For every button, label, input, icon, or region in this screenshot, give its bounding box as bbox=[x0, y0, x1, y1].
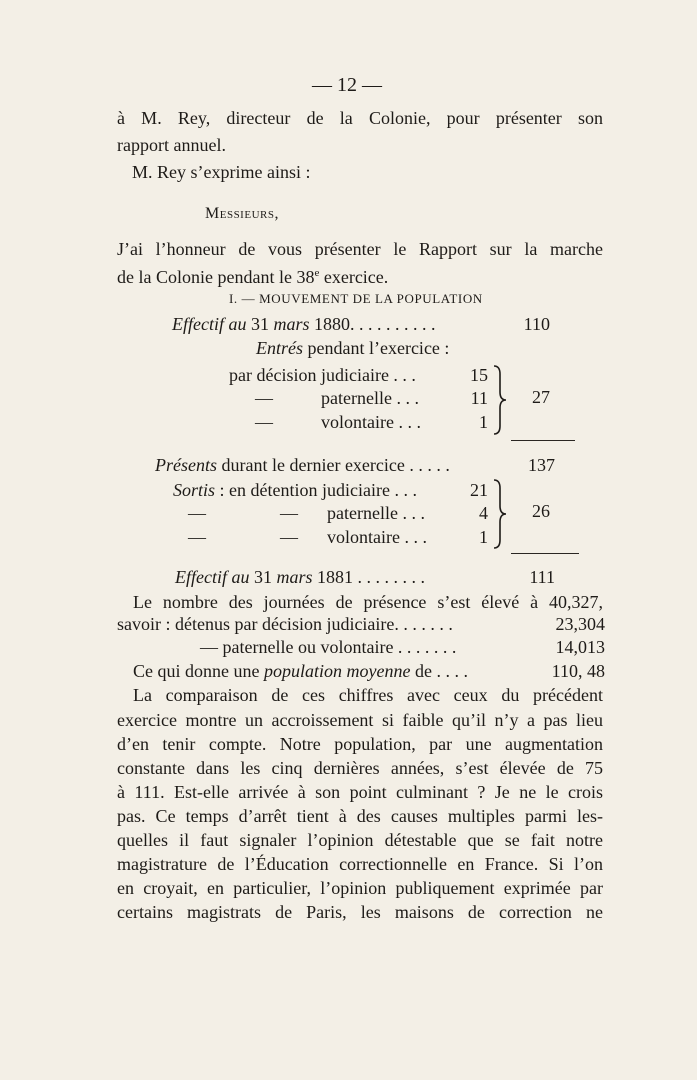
day-end-num: 31 bbox=[253, 567, 277, 587]
entres-row-1-label: par décision judiciaire . . . bbox=[229, 365, 416, 385]
sortis-row-2-value: 4 bbox=[479, 503, 488, 523]
sortis-row-3-dash1: — bbox=[188, 527, 206, 547]
au-end-word: au bbox=[226, 567, 254, 587]
sortis-row-3-dash2: — bbox=[280, 527, 298, 547]
journees-line-4-value: 110, 48 bbox=[551, 661, 605, 681]
effectif-end-word: Effectif bbox=[175, 567, 227, 587]
sortis-row-3-label: volontaire . . . bbox=[327, 527, 427, 547]
entres-row-2-label: — paternelle . . . bbox=[255, 388, 419, 408]
para2-line-2: exercice montre un accroissement si faible qu’il n’y a pas lieu bbox=[117, 710, 603, 730]
entres-row-3-value: 1 bbox=[479, 412, 488, 432]
sortis-row-2-dash2: — bbox=[280, 503, 298, 523]
sortis-brace bbox=[490, 478, 512, 550]
para2-line-5: à 111. Est-elle arrivée à son point culminant ? Je ne le crois bbox=[117, 782, 603, 802]
para1-line-2-text: de la Colonie pendant le 38 bbox=[117, 267, 315, 287]
page-number: — 12 — bbox=[312, 74, 382, 96]
entres-brace bbox=[490, 364, 512, 436]
para2-line-9: en croyait, en particulier, l’opinion publiquement exprimée par bbox=[117, 878, 603, 898]
intro-line-3: M. Rey s’exprime ainsi : bbox=[132, 162, 311, 182]
para2-line-8: magistrature de l’Éducation correctionnelle en France. Si l’on bbox=[117, 854, 603, 874]
mars-word: mars bbox=[273, 314, 310, 334]
sortis-row-2-label: paternelle . . . bbox=[327, 503, 425, 523]
moyenne-pre: Ce qui donne une bbox=[133, 661, 264, 681]
moyenne-post: de . . . . bbox=[410, 661, 468, 681]
para2-line-10: certains magistrats de Paris, les maisons de correction ne bbox=[117, 902, 603, 922]
presents-value: 137 bbox=[528, 455, 555, 475]
presents-rest: durant le dernier exercice . . . . . bbox=[217, 455, 450, 475]
effectif-start-label bbox=[172, 313, 436, 335]
para1-line-2-end: exercice. bbox=[319, 267, 389, 287]
sortis-row-3-value: 1 bbox=[479, 527, 488, 547]
moyenne-term: population moyenne bbox=[263, 661, 411, 681]
presents-word: Présents bbox=[155, 455, 217, 475]
para2-line-1: La comparaison de ces chiffres avec ceux du précédent bbox=[133, 685, 603, 705]
sortis-label bbox=[173, 479, 417, 501]
superscript-e: e bbox=[314, 267, 320, 279]
para1-line-2 bbox=[117, 262, 388, 288]
entres-row-2-value: 11 bbox=[470, 388, 488, 408]
entres-row-3-label: — volontaire . . . bbox=[255, 412, 421, 432]
sortis-row-1-value: 21 bbox=[470, 480, 488, 500]
journees-line-2-value: 23,304 bbox=[555, 614, 605, 634]
sortis-total: 26 bbox=[532, 501, 550, 521]
journees-line-2-label: savoir : détenus par décision judiciaire. . . . . . . bbox=[117, 614, 453, 634]
para2-line-6: pas. Ce temps d’arrêt tient à des causes multiples parmi les- bbox=[117, 806, 603, 826]
effectif-start-value: 110 bbox=[523, 314, 550, 334]
entres-row-1-value: 15 bbox=[470, 365, 488, 385]
sortis-rule bbox=[511, 553, 579, 554]
salutation: Messieurs, bbox=[205, 205, 279, 222]
intro-line-2: rapport annuel. bbox=[117, 135, 226, 155]
effectif-end-label bbox=[175, 566, 425, 588]
para1-line-1: J’ai l’honneur de vous présenter le Rapport sur la marche bbox=[117, 239, 603, 259]
year-end-leader: 1881 . . . . . . . . bbox=[312, 567, 425, 587]
sortis-rest: : en détention judiciaire . . . bbox=[215, 480, 417, 500]
day-num: 31 bbox=[250, 314, 274, 334]
para2-line-4: constante dans les cinq dernières années, s’est élevée de 75 bbox=[117, 758, 603, 778]
effectif-word: Effectif bbox=[172, 314, 224, 334]
journees-line-3-value: 14,013 bbox=[555, 637, 605, 657]
journees-line-1: Le nombre des journées de présence s’est élevé à 40,327, bbox=[133, 592, 603, 612]
entres-word: Entrés bbox=[256, 338, 303, 358]
entres-rule bbox=[511, 440, 575, 441]
section-heading: I. — MOUVEMENT DE LA POPULATION bbox=[229, 291, 483, 306]
mars-end-word: mars bbox=[276, 567, 313, 587]
au-word: au bbox=[223, 314, 251, 334]
journees-line-4-label bbox=[133, 660, 468, 682]
presents-label bbox=[155, 454, 450, 476]
intro-line-1: à M. Rey, directeur de la Colonie, pour présenter son bbox=[117, 108, 603, 128]
entres-rest: pendant l’exercice : bbox=[303, 338, 450, 358]
journees-line-3-label: — paternelle ou volontaire . . . . . . . bbox=[200, 637, 457, 657]
entres-total: 27 bbox=[532, 387, 550, 407]
year-leader: 1880. . . . . . . . . . bbox=[309, 314, 436, 334]
sortis-row-2-dash1: — bbox=[188, 503, 206, 523]
para2-line-7: quelles il faut signaler l’opinion détestable que se fait notre bbox=[117, 830, 603, 850]
entres-label bbox=[256, 337, 449, 359]
effectif-end-value: 111 bbox=[529, 567, 555, 587]
para2-line-3: d’en tenir compte. Notre population, par une augmentation bbox=[117, 734, 603, 754]
sortis-word: Sortis bbox=[173, 480, 216, 500]
